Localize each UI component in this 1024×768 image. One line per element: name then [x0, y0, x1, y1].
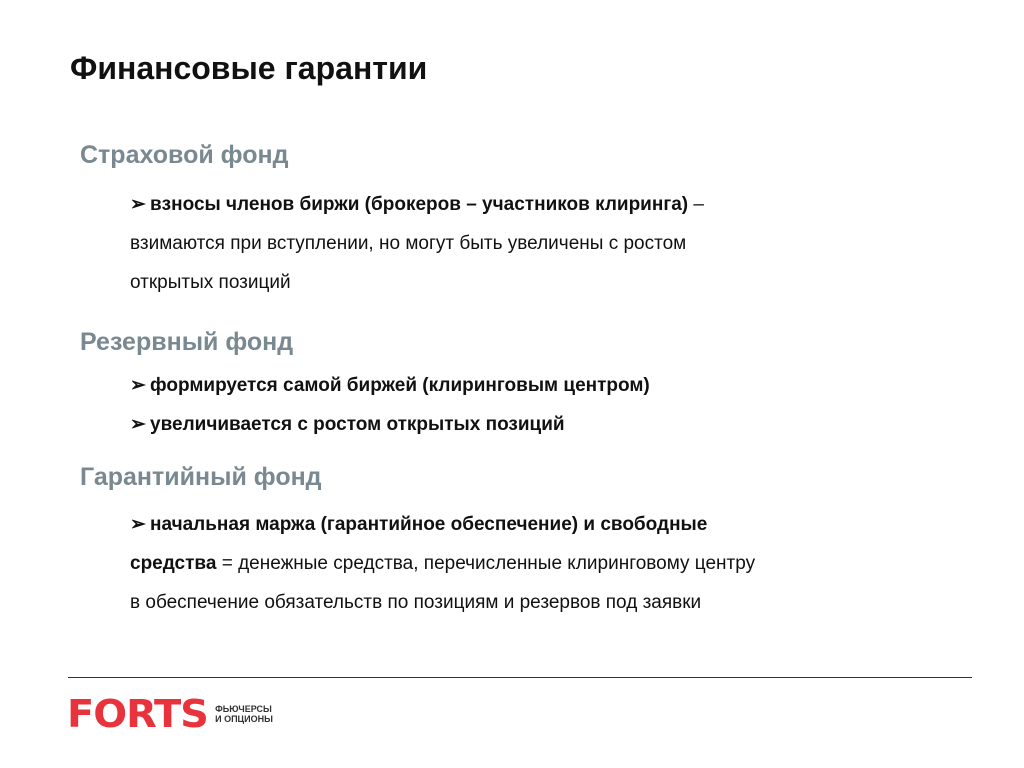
bullet-bold-text: взносы членов биржи (брокеров – участников клиринга): [150, 194, 689, 215]
bullet-line: [130, 366, 930, 405]
reserve-fund-bullets: [130, 366, 930, 444]
insurance-fund-bullets: [130, 185, 930, 302]
bullet-line: в обеспечение обязательств по позициям и резервов под заявки: [130, 592, 702, 613]
bullet-text: = денежные средства, перечисленные клиринговому центру: [216, 553, 756, 574]
bullet-line: [130, 405, 930, 444]
guarantee-fund-heading: Гарантийный фонд: [80, 463, 322, 491]
slide-title: Финансовые гарантии: [70, 50, 428, 86]
bullet-text: –: [688, 194, 704, 215]
bullet-bold-text: увеличивается с ростом открытых позиций: [150, 414, 565, 435]
forts-logo: [67, 692, 273, 736]
bullet-arrow-icon: ➢: [130, 514, 146, 535]
bullet-arrow-icon: ➢: [130, 194, 146, 215]
bullet-line: [130, 505, 930, 544]
logo-sub-line: И ОПЦИОНЫ: [215, 714, 273, 724]
forts-logo-mark: FORTS: [67, 692, 208, 736]
logo-sub-line: ФЬЮЧЕРСЫ: [215, 704, 272, 714]
bullet-line: открытых позиций: [130, 272, 291, 293]
bullet-line: [130, 185, 930, 224]
insurance-fund-heading: Страховой фонд: [80, 141, 289, 169]
reserve-fund-heading: Резервный фонд: [80, 328, 294, 356]
bullet-bold-text: начальная маржа (гарантийное обеспечение) и свободные: [150, 514, 708, 535]
guarantee-fund-bullets: [130, 505, 930, 622]
footer-divider: [68, 677, 972, 678]
bullet-arrow-icon: ➢: [130, 375, 146, 396]
bullet-arrow-icon: ➢: [130, 414, 146, 435]
bullet-bold-text: средства: [130, 553, 217, 574]
forts-logo-subtitle: [215, 704, 273, 724]
bullet-bold-text: формируется самой биржей (клиринговым центром): [150, 375, 650, 396]
bullet-line: взимаются при вступлении, но могут быть увеличены с ростом: [130, 233, 687, 254]
bullet-line: [130, 544, 930, 583]
